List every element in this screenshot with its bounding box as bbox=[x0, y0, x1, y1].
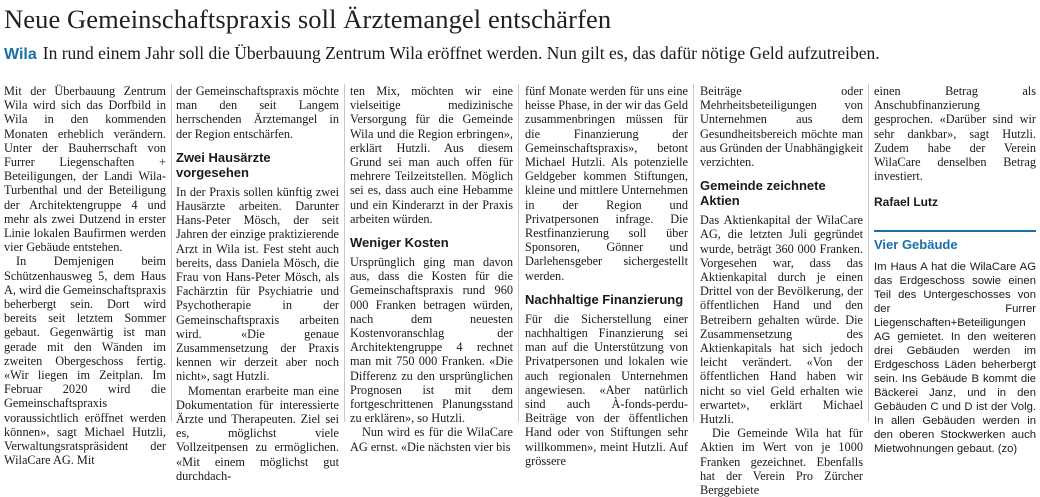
paragraph: Beiträge oder Mehrheitsbeteiligungen von Unternehmen aus dem Gesundheitsbereich möchte man aus Gründen der Unabhängigkeit verzichten. bbox=[700, 84, 863, 170]
subheading: Zwei Hausärzte vorgesehen bbox=[176, 149, 271, 180]
paragraph: der Gemeinschaftspraxis möchte man den seit Langem herrschenden Ärztemangel in der Region entschärfen. bbox=[176, 84, 339, 141]
lead bbox=[4, 41, 1034, 67]
paragraph: Das Aktienkapital der WilaCare AG, die letzten Juli gegründet wurde, beträgt 360 000 Franken. Vorgesehen war, dass das Aktienkapital durch je einen Drittel von der Bevölkerung, der öffentlichen Hand und den Betreibern gehalten würde. Die Zusammensetzung des Aktienkapitals hat sich jedoch leicht verändert. «Von der öffentlichen Hand haben wir nicht so viel Geld erhalten wie erwartet», erklärt Michael Hutzli. bbox=[700, 213, 863, 427]
infobox-title: Vier Gebäude bbox=[874, 236, 958, 252]
column-divider bbox=[693, 84, 694, 422]
paragraph: Für die Sicherstellung einer nachhaltigen Finanzierung sei man auf die Unterstützung von Privatpersonen und lokalen wie auch regionalen Unternehmen angewiesen. «Aber natürlich sind auch À-fonds-perdu-Beiträge von der öffentlichen Hand oder von Stiftungen sehr willkommen», meint Hutzli. Auf grössere bbox=[525, 311, 688, 468]
column-divider bbox=[868, 84, 869, 422]
paragraph: Mit der Überbauung Zentrum Wila wird sich das Dorfbild in Wila in den kommenden Monaten erheblich verändern. Unter der Bauherrschaft von Furrer Liegenschaften + Beteiligungen, der Landi Wila-Turbenthal und der Beteiligung der Architektengruppe 4 und mehr als zwei Dutzend in erster Linie lokalen Baufirmen werden vier Gebäude entstehen. bbox=[4, 84, 166, 255]
article-column-3 bbox=[350, 84, 513, 454]
subheading: Gemeinde zeichnete Aktien bbox=[700, 178, 826, 209]
paragraph: In Demjenigen beim Schützenhausweg 5, dem Haus A, wird die Gemeinschaftspraxis beherbergt sein. Dort wird bereits seit letztem Sommer gebaut. Gegenwärtig ist man gerade mit den Wänden im zweiten Obergeschoss fertig. «Wir liegen im Zeitplan. Im Februar 2020 wird die Gemeinschaftspraxis voraussichtlich eröffnet werden können», sagt Michael Hutzli, Verwaltungsratspräsident der WilaCare AG. Mit bbox=[4, 254, 166, 468]
paragraph: In der Praxis sollen künftig zwei Hausärzte arbeiten. Darunter Hans-Peter Mösch, der seit Jahren der einzige praktizierende Arzt in Wila ist. Fest steht auch bereits, dass Daniela Mösch, die Frau von Hans-Peter Mösch, als Fachärztin für Psychiatrie und Psychotherapie in der Gemeinschaftspraxis arbeiten wird. «Die genaue Zusammensetzung der Praxis kennen wir derzeit aber noch nicht», sagt Hutzli. bbox=[176, 184, 339, 384]
lead-kicker: Wila bbox=[4, 46, 37, 63]
article-column-2 bbox=[176, 84, 339, 483]
paragraph: ten Mix, möchten wir eine vielseitige medizinische Versorgung für die Gemeinde Wila und die Region erbringen», erklärt Hutzli. Aus diesem Grund sei man auch offen für mehrere Teilzeitstellen. Möglich sei es, dass auch eine Hebamme und ein Kinderarzt in der Praxis arbeiten würden. bbox=[350, 84, 513, 226]
subheading: Nachhaltige Finanzierung bbox=[525, 291, 684, 307]
paragraph: einen Betrag als Anschubfinanzierung gesprochen. «Darüber sind wir sehr dankbar», sagt Hutzli. Zudem habe der Verein WilaCare denselben Betrag investiert. bbox=[874, 84, 1036, 184]
infobox-text: Im Haus A hat die WilaCare AG das Erdgeschoss sowie einen Teil des Untergeschosses von der Furrer Liegenschaften+Beteiligungen AG gemietet. In den weiteren drei Gebäuden werden im Erdgeschoss Läden beherbergt sein. Ins Gebäude B kommt die Bäckerei Janz, und in den Gebäuden C und D ist der Volg. In allen Gebäuden werden in den oberen Stockwerken auch Mietwohnungen gebaut. (zo) bbox=[874, 260, 1036, 455]
paragraph: Die Gemeinde Wila hat für Aktien im Wert von je 1000 Franken gezeichnet. Ebenfalls hat der Verein Pro Zürcher Berggebiete bbox=[700, 426, 863, 497]
author-byline: Rafael Lutz bbox=[874, 195, 939, 210]
article-column-6 bbox=[874, 84, 1036, 455]
paragraph: Momentan erarbeite man eine Dokumentation für interessierte Ärzte und Therapeuten. Ziel sei es, möglichst viele Vollzeitpensen zu ermöglichen. «Mit einem möglichst gut durchdach- bbox=[176, 383, 339, 483]
column-divider bbox=[344, 84, 345, 422]
headline: Neue Gemeinschaftspraxis soll Ärztemangel entschärfen bbox=[4, 4, 612, 34]
lead-text: In rund einem Jahr soll die Überbauung Zentrum Wila eröffnet werden. Nun gilt es, das dafür nötige Geld aufzutreiben. bbox=[42, 43, 880, 63]
article-column-5 bbox=[700, 84, 863, 497]
subheading: Weniger Kosten bbox=[350, 235, 449, 251]
paragraph: Ursprünglich ging man davon aus, dass die Kosten für die Gemeinschaftspraxis rund 960 000 Franken betragen würden, nach dem neuesten Kostenvoranschlag der Architektengruppe 4 rechnet man mit 750 000 Franken. «Die Differenz zu den ursprünglichen Prognosen ist mit dem fortgeschrittenen Planungsstand zu erklären», so Hutzli. bbox=[350, 255, 513, 426]
article-column-4 bbox=[525, 84, 688, 468]
paragraph: fünf Monate werden für uns eine heisse Phase, in der wir das Geld zusammenbringen müssen für die Finanzierung der Gemeinschaftspraxis», betont Michael Hutzli. Als potenzielle Geldgeber kommen Stiftungen, kleine und mittlere Unternehmen in der Region und Privatpersonen infrage. Die Restfinanzierung soll über Sponsoren, Gönner und Darlehensgeber sichergestellt werden. bbox=[525, 84, 688, 283]
article-column-1 bbox=[4, 84, 166, 468]
column-divider bbox=[518, 84, 519, 422]
column-divider bbox=[171, 84, 172, 422]
paragraph: Nun wird es für die WilaCare AG ernst. «Die nächsten vier bis bbox=[350, 425, 513, 454]
infobox-rule bbox=[874, 230, 1036, 232]
